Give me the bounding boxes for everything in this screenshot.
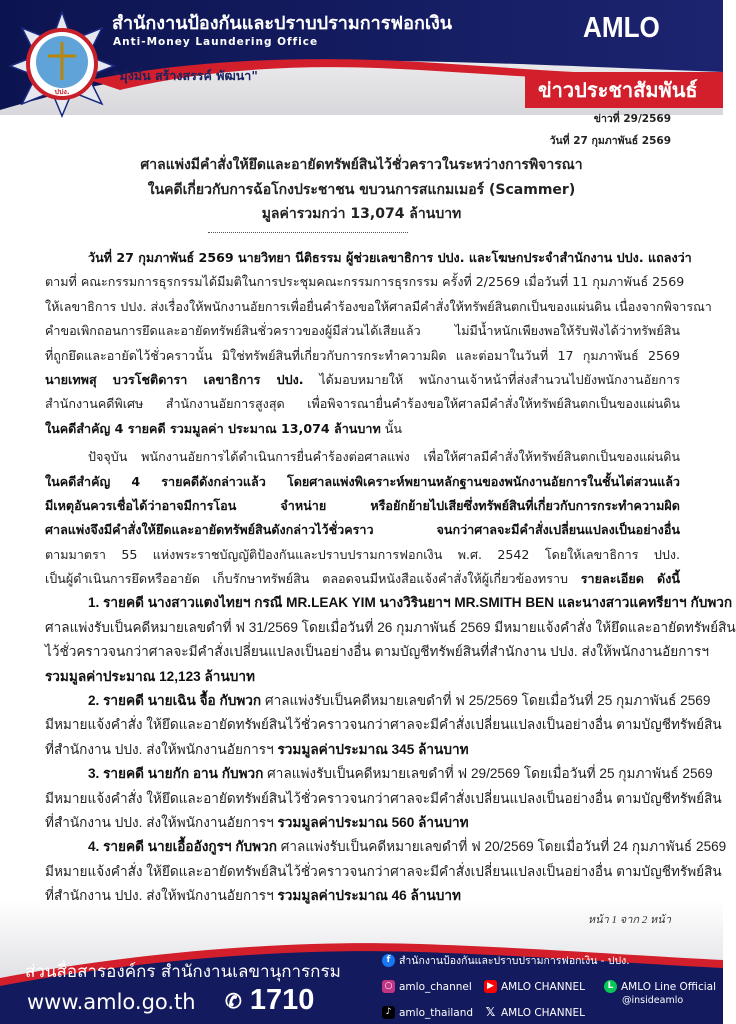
text: ศาลแพ่งรับเป็นคดีหมายเลขดำที่ ฟ 20/2569 โดยเมื่อวันที่ 24 กุมภาพันธ์ 2569 [277, 839, 727, 855]
case-item [45, 762, 722, 835]
section-label: ข่าวประชาสัมพันธ์ [538, 78, 698, 102]
text: ศาลแพ่งรับเป็นคดีหมายเลขดำที่ ฟ 25/2569 โดยเมื่อวันที่ 25 กุมภาพันธ์ 2569 [261, 693, 711, 709]
bold-text: ศาลแพ่งจึงมีคำสั่งให้ยึดและอายัดทรัพย์สินดังกล่าวไว้ชั่วคราว จนกว่าศาลจะมีคำสั่งเปลี่ยนแปลงเป็นอย่างอื่น [45, 522, 680, 538]
text: ให้เลขาธิการ ปปง. ส่งเรื่องให้พนักงานอัยการเพื่อยื่นคำร้องขอให้ศาลมีคำสั่งให้ทรัพย์สินตกเป็นของแผ่นดิน เนื่องจากพิจารณา [45, 298, 712, 314]
text-line [45, 494, 680, 518]
instagram-label: amlo_channel [399, 980, 472, 993]
text: ที่สำนักงาน ปปง. ส่งให้พนักงานอัยการฯ [45, 888, 278, 904]
text: ที่สำนักงาน ปปง. ส่งให้พนักงานอัยการฯ [45, 741, 278, 757]
text-line [45, 762, 713, 786]
case-item [45, 591, 736, 689]
text: สำนักงานคดีพิเศษ สำนักงานอัยการสูงสุด เพื่อพิจารณายื่นคำร้องขอให้ศาลมีคำสั่งให้ทรัพย์สินตกเป็นของแผ่นดิน [45, 396, 680, 412]
line-link[interactable] [604, 980, 716, 993]
text: คำขอเพิกถอนการยึดและอายัดทรัพย์สินชั่วคราวของผู้มีส่วนได้เสียแล้ว ไม่มีน้ำหนักเพียงพอให้รับฟังได้ว่าทรัพย์สิน [45, 323, 680, 339]
x-label: AMLO CHANNEL [501, 1006, 585, 1019]
text: ตามมาตรา 55 แห่งพระราชบัญญัติป้องกันและปราบปรามการฟอกเงิน พ.ศ. 2542 โดยให้เลขาธิการ ปปง. [45, 546, 680, 562]
line-icon: L [604, 980, 617, 993]
text-line [45, 368, 680, 392]
text-line [45, 319, 680, 343]
text: ปัจจุบัน พนักงานอัยการได้ดำเนินการยื่นคำร้องต่อศาลแพ่ง เพื่อให้ศาลมีคำสั่งให้ทรัพย์สินตกเป็นของแผ่นดิน [88, 449, 680, 465]
bold-text: 2. รายคดี นายเฉิน จื้อ กับพวก [88, 693, 262, 709]
text-line [45, 713, 722, 737]
page-number: หน้า 1 จาก 2 หน้า [587, 914, 671, 926]
bold-text: วันที่ 27 กุมภาพันธ์ 2569 นายวิทยา นีติธรรม ผู้ช่วยเลขาธิการ ปปง. และโฆษกประจำสำนักงาน ปปง. แถลงว่า [88, 250, 692, 265]
facebook-link[interactable] [382, 952, 630, 969]
title-line-1: ศาลแพ่งมีคำสั่งให้ยึดและอายัดทรัพย์สินไว้ชั่วคราวในระหว่างการพิจารณา [140, 157, 583, 173]
bold-text: รวมมูลค่าประมาณ 46 ล้านบาท [277, 888, 462, 904]
paragraph [45, 246, 712, 441]
bold-text: ในคดีสำคัญ 4 รายคดี รวมมูลค่า ประมาณ 13,074 ล้านบาท [45, 420, 381, 436]
bold-text: รวมมูลค่าประมาณ 345 ล้านบาท [277, 741, 469, 757]
title-line-3: มูลค่ารวมกว่า 13,074 ล้านบาท [261, 206, 462, 222]
text-line [45, 344, 680, 368]
text-line [45, 518, 680, 542]
tiktok-link[interactable] [382, 1006, 473, 1019]
text: มีหมายแจ้งคำสั่ง ให้ยึดและอายัดทรัพย์สินไว้ชั่วคราวจนกว่าศาลจะมีคำสั่งเปลี่ยนแปลงเป็นอย่างอื่น ตามบัญชีทรัพย์สิน [45, 717, 722, 733]
text-line [45, 689, 711, 713]
text-line [45, 884, 680, 908]
text-line [45, 591, 733, 615]
text: ศาลแพ่งรับเป็นคดีหมายเลขดำที่ ฟ 31/2569 โดยเมื่อวันที่ 26 กุมภาพันธ์ 2569 มีหมายแจ้งคำสั่ง ให้ยึดและอายัดทรัพย์สิน [45, 619, 736, 635]
slogan: "มุ่งมั่น สร้างสรรค์ พัฒนา" [113, 68, 258, 83]
bold-text: 3. รายคดี นายกัก อาน กับพวก [88, 766, 264, 782]
text-line [45, 860, 722, 884]
text-line [45, 246, 692, 270]
youtube-label: AMLO CHANNEL [501, 980, 585, 993]
document-date: วันที่ 27 กุมภาพันธ์ 2569 [549, 135, 671, 147]
text-line [45, 295, 712, 319]
org-name-thai: สำนักงานป้องกันและปราบปรามการฟอกเงิน [112, 13, 453, 34]
text-line [45, 835, 727, 859]
bold-text: นายเทพสุ บวรโชติดารา เลขาธิการ ปปง. [45, 371, 304, 387]
amlo-emblem-icon [8, 10, 116, 118]
svg-text:ปปง.: ปปง. [54, 88, 70, 96]
facebook-icon: f [382, 954, 395, 967]
text: เป็นผู้ดำเนินการยึดหรืออายัด เก็บรักษาทรัพย์สิน ตลอดจนมีหนังสือแจ้งคำสั่งให้ผู้เกี่ยวข้องทราบ [45, 571, 581, 587]
text: มีหมายแจ้งคำสั่ง ให้ยึดและอายัดทรัพย์สินไว้ชั่วคราวจนกว่าศาลจะมีคำสั่งเปลี่ยนแปลงเป็นอย่างอื่น ตามบัญชีทรัพย์สิน [45, 790, 722, 806]
footer-department: ส่วนสื่อสารองค์กร สำนักงานเลขานุการกรม [25, 962, 341, 982]
footer-website-link[interactable]: www.amlo.go.th [27, 990, 196, 1014]
instagram-link[interactable] [382, 980, 472, 993]
text-line [45, 787, 722, 811]
bold-text: รายละเอียด ดังนี้ [580, 571, 680, 587]
org-name-english: Anti-Money Laundering Office [113, 36, 319, 48]
text-line [45, 567, 680, 591]
bold-text: รวมมูลค่าประมาณ 560 ล้านบาท [277, 814, 469, 830]
bold-text: 4. รายคดี นายเอื้ออังกูรฯ กับพวก [88, 839, 278, 855]
text-line [45, 665, 680, 689]
text-line [45, 640, 709, 664]
text-line [45, 811, 680, 835]
text-line [45, 470, 680, 494]
text: ศาลแพ่งรับเป็นคดีหมายเลขดำที่ ฟ 29/2569 โดยเมื่อวันที่ 25 กุมภาพันธ์ 2569 [263, 766, 713, 782]
line-label: AMLO Line Official [621, 980, 716, 993]
text-line [45, 445, 680, 469]
text-line [45, 417, 680, 441]
instagram-icon: ○ [382, 980, 395, 993]
line-id: @insideamlo [622, 995, 684, 1006]
tiktok-icon: ♪ [382, 1006, 395, 1019]
footer-hotline [225, 984, 314, 1017]
tiktok-label: amlo_thailand [399, 1006, 474, 1019]
youtube-icon: ▶ [484, 980, 497, 993]
x-icon: 𝕏 [485, 1005, 496, 1019]
text-line [45, 392, 680, 416]
case-item [45, 835, 727, 908]
text: ตามที่ คณะกรรมการธุรกรรมได้มีมติในการประชุมคณะกรรมการธุรกรรม ครั้งที่ 2/2569 เมื่อวันที่ 11 กุมภาพันธ์ 2569 [45, 274, 685, 290]
bold-text: 1. รายคดี นางสาวแตงไทยฯ กรณี MR.LEAK YIM นางวิรินยาฯ MR.SMITH BEN และนางสาวแคทรียาฯ กับพวก [88, 595, 733, 611]
facebook-label: สำนักงานป้องกันและปราบปรามการฟอกเงิน - ปปง. [399, 955, 630, 967]
amlo-logo-text: AMLO [583, 12, 660, 44]
youtube-link[interactable] [484, 980, 585, 993]
text: ที่สำนักงาน ปปง. ส่งให้พนักงานอัยการฯ [45, 814, 278, 830]
text-line [45, 543, 680, 567]
bold-text: รวมมูลค่าประมาณ 12,123 ล้านบาท [45, 668, 255, 684]
title-line-2: ในคดีเกี่ยวกับการฉ้อโกงประชาชน ขบวนการสแกมเมอร์ (Scammer) [147, 182, 576, 198]
text: มีหมายแจ้งคำสั่ง ให้ยึดและอายัดทรัพย์สินไว้ชั่วคราวจนกว่าศาลจะมีคำสั่งเปลี่ยนแปลงเป็นอย่างอื่น ตามบัญชีทรัพย์สิน [45, 863, 722, 879]
text-line [45, 616, 736, 640]
document-number: ข่าวที่ 29/2569 [593, 113, 671, 125]
x-link[interactable] [484, 1006, 585, 1019]
text: ที่ถูกยึดและอายัดไว้ชั่วคราวนั้น มิใช่ทรัพย์สินที่เกี่ยวกับการกระทำความผิด และต่อมาในวันที่ 17 กุมภาพันธ์ 2569 [45, 347, 680, 363]
case-item [45, 689, 722, 762]
bold-text: มีเหตุอันควรเชื่อได้ว่าอาจมีการโอน จำหน่าย หรือยักย้ายไปเสียซึ่งทรัพย์สินที่เกี่ยวกับการกระทำความผิด [45, 497, 680, 513]
text-line [45, 738, 680, 762]
divider [208, 232, 408, 233]
text: ไว้ชั่วคราวจนกว่าศาลจะมีคำสั่งเปลี่ยนแปลงเป็นอย่างอื่น ตามบัญชีทรัพย์สินที่สำนักงาน ปปง. ส่งให้พนักงานอัยการฯ [45, 644, 709, 660]
text-line [45, 270, 685, 294]
text: ได้มอบหมายให้ พนักงานเจ้าหน้าที่ส่งสำนวนไปยังพนักงานอัยการ [303, 371, 680, 387]
hotline-number: 1710 [249, 984, 315, 1016]
bold-text: ในคดีสำคัญ 4 รายคดีดังกล่าวแล้ว โดยศาลแพ่งพิเคราะห์พยานหลักฐานของพนักงานอัยการในชั้นไต่สวนแล้ว [45, 473, 680, 489]
paragraph [45, 445, 680, 591]
text: นั้น [380, 420, 402, 436]
phone-icon: ✆ [225, 990, 242, 1013]
document-body [45, 246, 736, 909]
